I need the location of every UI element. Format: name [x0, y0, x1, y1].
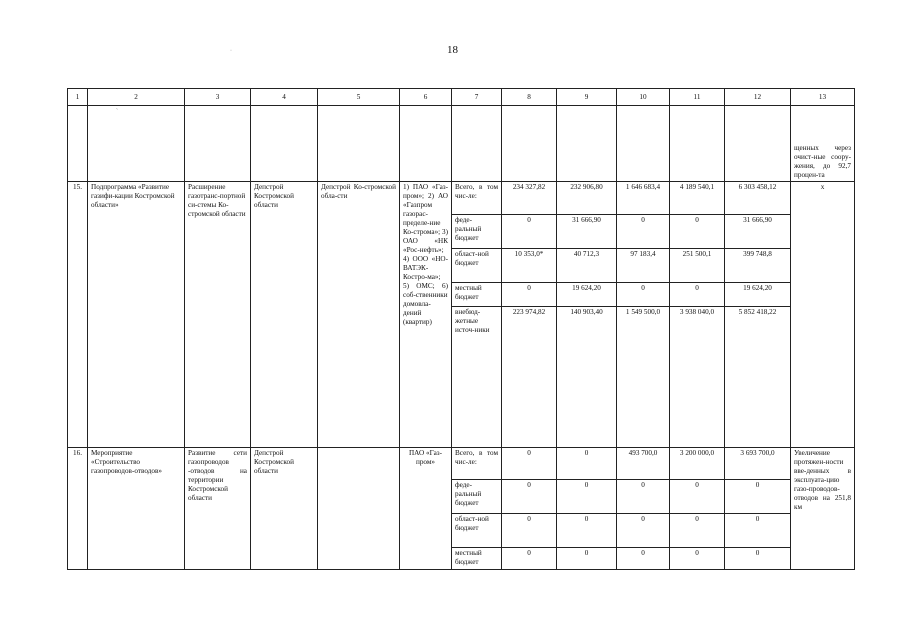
funding-value: 0 [670, 548, 725, 570]
funding-value: 3 693 700,0 [725, 448, 791, 480]
funding-source: внебюд-жетные источ-ники [452, 307, 502, 448]
funding-value: 0 [502, 480, 557, 514]
funding-value: 234 327,82 [502, 182, 557, 215]
funding-value: 0 [670, 215, 725, 249]
row-goal: Развитие сети газопроводов -отводов на территории Костромской области [185, 448, 251, 570]
funding-value: 0 [617, 283, 670, 307]
header-cell: 3 [185, 89, 251, 106]
funding-value: 0 [725, 548, 791, 570]
funding-value: 0 [725, 480, 791, 514]
funding-value: 223 974,82 [502, 307, 557, 448]
funding-value: 0 [502, 514, 557, 548]
row-result: Увеличение протяжен-ности вве-денных в эксплуата-цию газо-проводов-отводов на 251,8 км [791, 448, 855, 570]
funding-source: Всего, в том чис-ле: [452, 182, 502, 215]
header-cell: 1 [68, 89, 88, 106]
header-cell: 5 [318, 89, 400, 106]
row-executor: Депстрой Ко-стромской обла-сти [318, 182, 400, 448]
header-cell: 10 [617, 89, 670, 106]
row-participants: 1) ПАО «Газ-пром»; 2) АО «Газпром газорас-пределе-ние Ко-строма»; 3) ОАО «НК «Рос-нефть»; 4) ООО «НО-ВАТЭК-Костро-ма»; 5) ОМС; 6) соб-ственники домовла-дений (квартир) [400, 182, 452, 448]
stray-mark: ` [116, 109, 118, 115]
funding-value: 19 624,20 [557, 283, 617, 307]
funding-value: 1 549 500,0 [617, 307, 670, 448]
funding-value: 0 [725, 514, 791, 548]
funding-value: 31 666,90 [557, 215, 617, 249]
header-cell: 7 [452, 89, 502, 106]
funding-value: 10 353,0* [502, 249, 557, 283]
funding-value: 6 303 458,12 [725, 182, 791, 215]
funding-value: 0 [502, 448, 557, 480]
funding-value: 5 852 418,22 [725, 307, 791, 448]
header-cell: 11 [670, 89, 725, 106]
funding-value: 0 [557, 448, 617, 480]
funding-value: 0 [617, 480, 670, 514]
funding-value: 19 624,20 [725, 283, 791, 307]
funding-value: 0 [502, 548, 557, 570]
continuation-result: щенных через очист-ные соору-жения, до 92,7 процен-та [791, 106, 855, 182]
funding-value: 0 [617, 215, 670, 249]
funding-value: 4 189 540,1 [670, 182, 725, 215]
funding-value: 0 [502, 215, 557, 249]
row-goal: Расширение газотранс-портной си-стемы Ко-стромской области [185, 182, 251, 448]
funding-value: 0 [557, 514, 617, 548]
funding-value: 232 906,80 [557, 182, 617, 215]
row-result: х [791, 182, 855, 448]
funding-value: 1 646 683,4 [617, 182, 670, 215]
funding-source: област-ной бюджет [452, 249, 502, 283]
header-cell: 2 [88, 89, 185, 106]
row-customer: Депстрой Костромской области [251, 448, 318, 570]
funding-value: 97 183,4 [617, 249, 670, 283]
funding-value: 0 [617, 514, 670, 548]
funding-value: 251 500,1 [670, 249, 725, 283]
funding-value: 0 [617, 548, 670, 570]
funding-value: 0 [670, 514, 725, 548]
funding-value: 0 [557, 480, 617, 514]
header-cell: 9 [557, 89, 617, 106]
funding-value: 3 938 040,0 [670, 307, 725, 448]
header-cell: 12 [725, 89, 791, 106]
funding-value: 0 [670, 480, 725, 514]
funding-source: феде-ральный бюджет [452, 480, 502, 514]
row-customer: Депстрой Костромской области [251, 182, 318, 448]
funding-source: местный бюджет [452, 548, 502, 570]
header-cell: 6 [400, 89, 452, 106]
funding-value: 140 903,40 [557, 307, 617, 448]
funding-value: 0 [670, 283, 725, 307]
scan-speck: · [230, 48, 232, 54]
continuation-row [68, 106, 855, 182]
row-number: 15. [68, 182, 88, 448]
program-table [67, 88, 855, 570]
funding-source: Всего, в том чис-ле: [452, 448, 502, 480]
row-number: 16. [68, 448, 88, 570]
funding-value: 3 200 000,0 [670, 448, 725, 480]
funding-value: 493 700,0 [617, 448, 670, 480]
funding-value: 399 748,8 [725, 249, 791, 283]
header-cell: 8 [502, 89, 557, 106]
row-name: Мероприятие «Строительство газопроводов-отводов» [88, 448, 185, 570]
funding-source: местный бюджет [452, 283, 502, 307]
header-cell: 13 [791, 89, 855, 106]
funding-value: 31 666,90 [725, 215, 791, 249]
funding-source: област-ной бюджет [452, 514, 502, 548]
funding-value: 0 [557, 548, 617, 570]
row-executor [318, 448, 400, 570]
table-row [68, 448, 855, 480]
page-number: 18 [447, 44, 458, 56]
funding-source: феде-ральный бюджет [452, 215, 502, 249]
funding-value: 40 712,3 [557, 249, 617, 283]
header-cell: 4 [251, 89, 318, 106]
row-participants: ПАО «Газ-пром» [400, 448, 452, 570]
funding-value: 0 [502, 283, 557, 307]
header-row [68, 89, 855, 106]
row-name: Подпрограмма «Развитие газифи-кации Костромской области» [88, 182, 185, 448]
table-row [68, 182, 855, 215]
